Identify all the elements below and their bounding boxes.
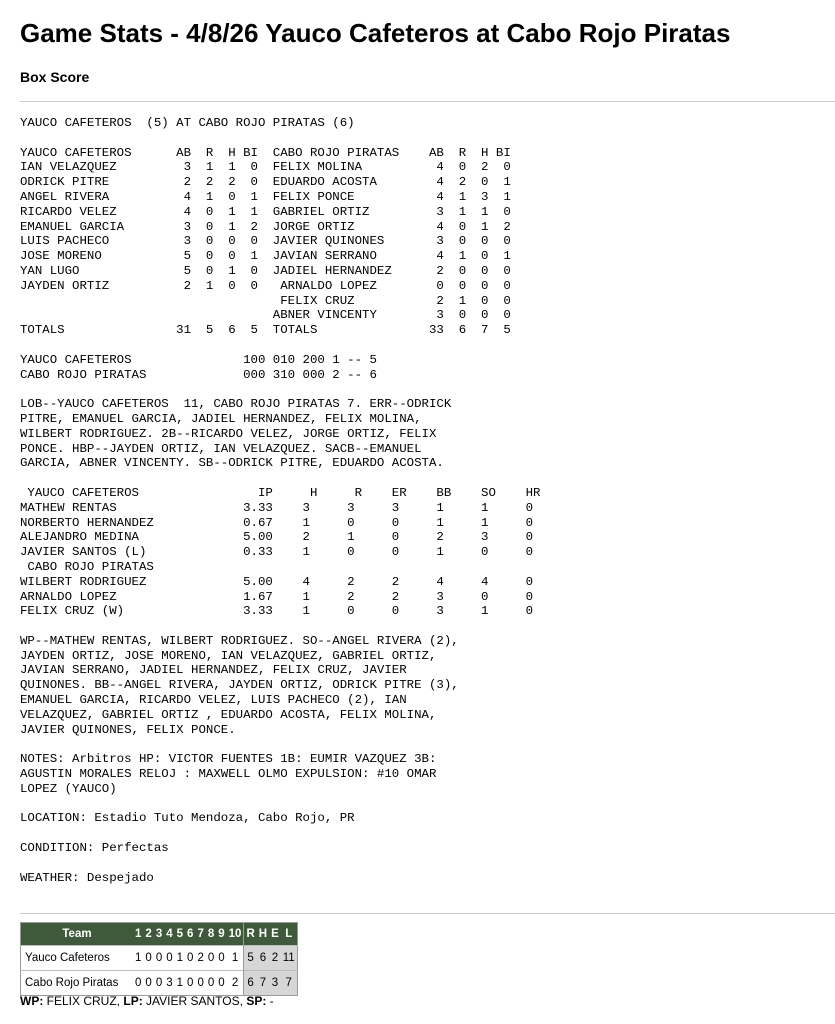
winning-pitcher: FELIX CRUZ, (46, 994, 121, 1008)
inning-score: 0 (133, 971, 143, 996)
header-inning-3: 3 (154, 923, 164, 946)
header-inning-8: 8 (206, 923, 216, 946)
save-pitcher: - (269, 994, 274, 1008)
header-inning-1: 1 (133, 923, 143, 946)
total-errors: 3 (269, 971, 281, 996)
inning-score: 1 (175, 946, 185, 971)
bottom-divider (20, 913, 835, 914)
header-inning-6: 6 (185, 923, 195, 946)
total-errors: 2 (269, 946, 281, 971)
header-hits: H (257, 923, 269, 946)
header-inning-2: 2 (143, 923, 153, 946)
linescore-header-row (21, 923, 298, 946)
inning-score: 0 (206, 971, 216, 996)
header-runs: R (244, 923, 257, 946)
total-lob: 11 (281, 946, 297, 971)
header-inning-4: 4 (164, 923, 174, 946)
inning-score: 2 (227, 971, 244, 996)
inning-score: 0 (216, 971, 226, 996)
lp-label: LP: (123, 994, 143, 1008)
linescore-table (20, 922, 298, 996)
header-inning-10: 10 (227, 923, 244, 946)
inning-score: 0 (154, 946, 164, 971)
inning-score: 1 (227, 946, 244, 971)
inning-score: 0 (216, 946, 226, 971)
table-row (21, 946, 298, 971)
inning-score: 0 (185, 946, 195, 971)
inning-score: 0 (164, 946, 174, 971)
inning-score: 0 (185, 971, 195, 996)
inning-score: 3 (164, 971, 174, 996)
total-runs: 5 (244, 946, 257, 971)
table-row (21, 971, 298, 996)
inning-score: 0 (195, 971, 205, 996)
total-lob: 7 (281, 971, 297, 996)
total-hits: 7 (257, 971, 269, 996)
header-inning-9: 9 (216, 923, 226, 946)
header-inning-7: 7 (195, 923, 205, 946)
sp-label: SP: (246, 994, 267, 1008)
total-hits: 6 (257, 946, 269, 971)
inning-score: 0 (154, 971, 164, 996)
header-team: Team (21, 923, 134, 946)
inning-score: 0 (143, 946, 153, 971)
team-name: Cabo Rojo Piratas (21, 971, 134, 996)
header-lob: L (281, 923, 297, 946)
inning-score: 1 (133, 946, 143, 971)
header-inning-5: 5 (175, 923, 185, 946)
inning-score: 1 (175, 971, 185, 996)
inning-score: 0 (206, 946, 216, 971)
team-name: Yauco Cafeteros (21, 946, 134, 971)
wp-label: WP: (20, 994, 44, 1008)
box-score-text: YAUCO CAFETEROS (5) AT CABO ROJO PIRATAS (6) YAUCO CAFETEROS AB R H BI CABO ROJO PIRATAS AB R H BI IAN VELAZQUEZ 3 1 1 0 FELIX MOLINA 4 0 2 0 ODRICK PITRE 2 2 2 0 EDUARDO ACOSTA 4 2 0 1 ANGEL RIVERA 4 1 0 1 FELIX PONCE 4 1 3 1 RICARDO VELEZ 4 0 1 1 GABRIEL ORTIZ 3 1 1 0 EMANUEL GARCIA 3 0 1 2 JORGE ORTIZ 4 0 1 2 LUIS PACHECO 3 0 0 0 JAVIER QUINONES 3 0 0 0 JOSE MORENO 5 0 0 1 JAVIAN SERRANO 4 1 0 1 YAN LUGO 5 0 1 0 JADIEL HERNANDEZ 2 0 0 0 JAYDEN ORTIZ 2 1 0 0 ARNALDO LOPEZ 0 0 0 0 FELIX CRUZ 2 1 0 0 ABNER VINCENTY 3 0 0 0 TOTALS 31 5 6 5 TOTALS 33 6 7 5 YAUCO CAFETEROS 100 010 200 1 -- 5 CABO ROJO PIRATAS 000 310 000 2 -- 6 LOB--YAUCO CAFETEROS 11, CABO ROJO PIRATAS 7. ERR--ODRICK PITRE, EMANUEL GARCIA, JADIEL HERNANDEZ, FELIX MOLINA, WILBERT RODRIGUEZ. 2B--RICARDO VELEZ, JORGE ORTIZ, FELIX PONCE. HBP--JAYDEN ORTIZ, IAN VELAZQUEZ. SACB--EMANUEL GARCIA, ABNER VINCENTY. SB--ODRICK PITRE, EDUARDO ACOSTA. YAUCO CAFETEROS IP H R ER BB SO HR MATHEW RENTAS 3.33 3 3 3 1 1 0 NORBERTO HERNANDEZ 0.67 1 0 0 1 1 0 ALEJANDRO MEDINA 5.00 2 1 0 2 3 0 JAVIER SANTOS (L) 0.33 1 0 0 1 0 0 CABO ROJO PIRATAS WILBERT RODRIGUEZ 5.00 4 2 2 4 4 0 ARNALDO LOPEZ 1.67 1 2 2 3 0 0 FELIX CRUZ (W) 3.33 1 0 0 3 1 0 WP--MATHEW RENTAS, WILBERT RODRIGUEZ. SO--ANGEL RIVERA (2), JAYDEN ORTIZ, JOSE MORENO, IAN VELAZQUEZ, GABRIEL ORTIZ, JAVIAN SERRANO, JADIEL HERNANDEZ, FELIX CRUZ, JAVIER QUINONES. BB--ANGEL RIVERA, JAYDEN ORTIZ, ODRICK PITRE (3), EMANUEL GARCIA, RICARDO VELEZ, LUIS PACHECO (2), IAN VELAZQUEZ, GABRIEL ORTIZ , EDUARDO ACOSTA, FELIX MOLINA, JAVIER QUINONES, FELIX PONCE. NOTES: Arbitros HP: VICTOR FUENTES 1B: EUMIR VAZQUEZ 3B: AGUSTIN MORALES RELOJ : MAXWELL OLMO EXPULSION: #10 OMAR LOPEZ (YAUCO) LOCATION: Estadio Tuto Mendoza, Cabo Rojo, PR CONDITION: Perfectas WEATHER: Despejado (20, 116, 541, 885)
header-errors: E (269, 923, 281, 946)
inning-score: 0 (143, 971, 153, 996)
section-title: Box Score (20, 69, 90, 85)
losing-pitcher: JAVIER SANTOS, (146, 994, 243, 1008)
inning-score: 2 (195, 946, 205, 971)
total-runs: 6 (244, 971, 257, 996)
top-divider (20, 101, 835, 102)
page-title: Game Stats - 4/8/26 Yauco Cafeteros at Cabo Rojo Piratas (20, 18, 731, 48)
pitchers-summary (20, 994, 274, 1008)
